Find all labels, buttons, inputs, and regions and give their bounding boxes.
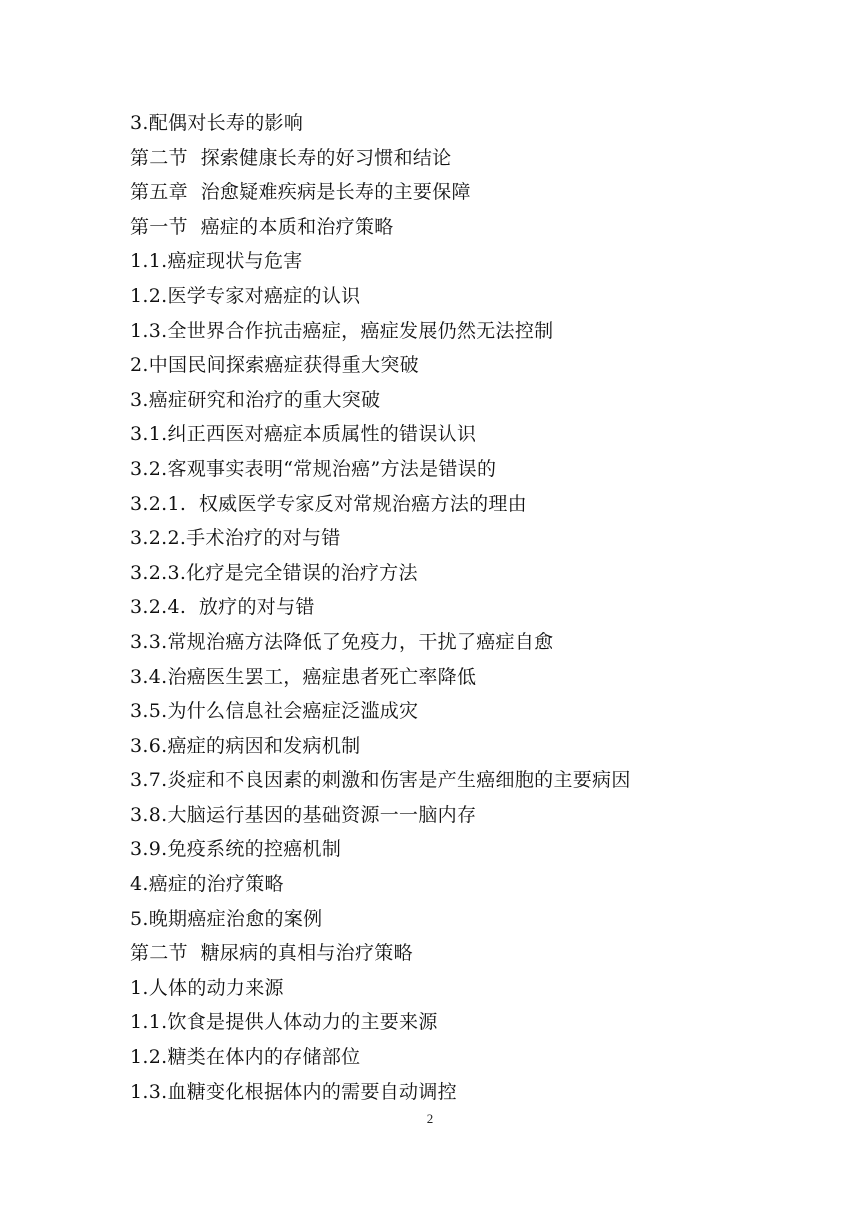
page-number: 2 xyxy=(426,1111,434,1126)
toc-entry: 3.癌症研究和治疗的重大突破 xyxy=(130,388,381,411)
toc-entry: 3.6.癌症的病因和发病机制 xyxy=(130,734,361,757)
toc-entry: 3.2.2.手术治疗的对与错 xyxy=(130,527,341,550)
toc-entry: 3.9.免疫系统的控癌机制 xyxy=(130,838,342,861)
toc-entry: 3.4.治癌医生罢工，癌症患者死亡率降低 xyxy=(130,665,477,688)
toc-entry: 1.1.癌症现状与危害 xyxy=(130,250,303,273)
toc-entry: 3.3.常规治癌方法降低了免疫力，干扰了癌症自愈 xyxy=(130,630,554,653)
toc-entry: 3.5.为什么信息社会癌症泛滥成灾 xyxy=(130,700,419,723)
toc-entry: 第二节 糖尿病的真相与治疗策略 xyxy=(130,942,413,965)
toc-entry: 3.2.客观事实表明“常规治癌”方法是错误的 xyxy=(130,457,497,480)
toc-entry: 第二节 探索健康长寿的好习惯和结论 xyxy=(130,146,452,169)
toc-entry: 3.配偶对长寿的影响 xyxy=(130,112,304,134)
toc-entry: 1.3.全世界合作抗击癌症，癌症发展仍然无法控制 xyxy=(130,319,554,342)
toc-entry: 3.2.4. 放疗的对与错 xyxy=(130,596,315,619)
toc-entry: 2.中国民间探索癌症获得重大突破 xyxy=(130,354,419,377)
toc-entry: 1.2.医学专家对癌症的认识 xyxy=(130,284,361,307)
toc-entry: 第一节 癌症的本质和治疗策略 xyxy=(130,215,394,238)
toc-entry: 第五章 治愈疑难疾病是长寿的主要保障 xyxy=(130,181,471,204)
toc-entry: 3.7.炎症和不良因素的刺激和伤害是产生癌细胞的主要病因 xyxy=(130,769,631,792)
toc-entry: 3.2.1. 权威医学专家反对常规治癌方法的理由 xyxy=(130,492,527,515)
toc-entry: 1.2.糖类在体内的存储部位 xyxy=(130,1046,361,1069)
toc-entry: 3.1.纠正西医对癌症本质属性的错误认识 xyxy=(130,423,477,446)
toc-entry: 3.8.大脑运行基因的基础资源一一脑内存 xyxy=(130,803,477,826)
toc-entry: 4.癌症的治疗策略 xyxy=(130,873,284,896)
table-of-contents xyxy=(130,106,810,1109)
toc-entry: 1.人体的动力来源 xyxy=(130,976,284,999)
toc-entry: 3.2.3.化疗是完全错误的治疗方法 xyxy=(130,561,418,584)
toc-entry: 1.3.血糖变化根据体内的需要自动调控 xyxy=(130,1080,457,1103)
toc-entry: 1.1.饮食是提供人体动力的主要来源 xyxy=(130,1011,438,1034)
toc-entry: 5.晚期癌症治愈的案例 xyxy=(130,907,323,930)
